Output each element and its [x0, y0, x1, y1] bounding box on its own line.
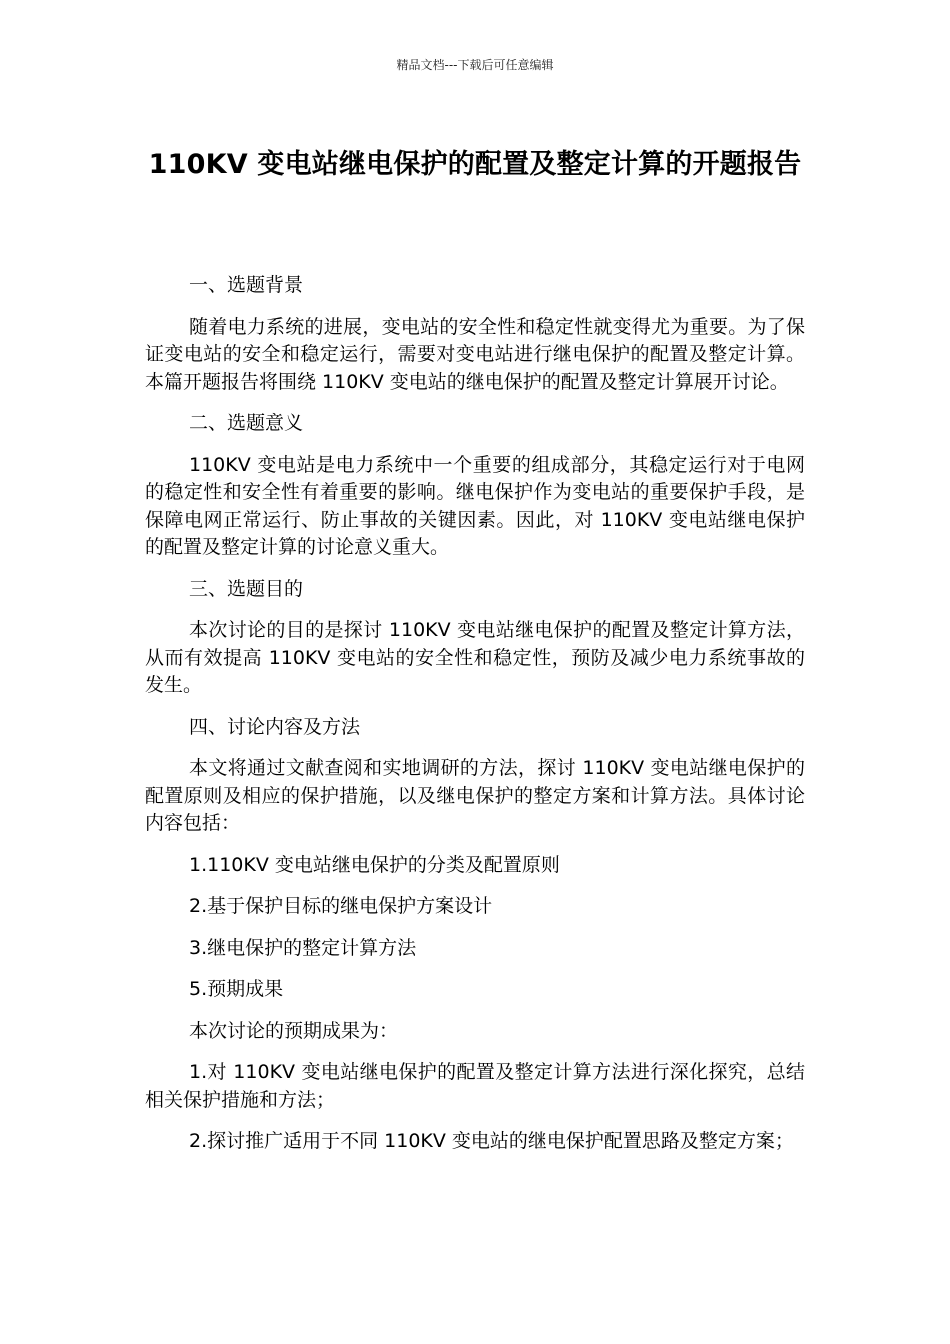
section-heading-purpose: 三、选题目的	[189, 577, 304, 600]
list-item: 1.110KV 变电站继电保护的分类及配置原则	[189, 853, 560, 876]
paragraph-purpose: 本次讨论的目的是探讨 110KV 变电站继电保护的配置及整定计算方法，从而有效提高 110KV 变电站的安全性和稳定性，预防及减少电力系统事故的发生。	[145, 619, 805, 696]
list-item: 1.对 110KV 变电站继电保护的配置及整定计算方法进行深化探究，总结相关保护措施和方法；	[145, 1061, 805, 1111]
document-body	[145, 272, 805, 1170]
section-heading-significance: 二、选题意义	[189, 412, 304, 434]
paragraph-expected-results-intro: 本次讨论的预期成果为：	[189, 1019, 399, 1042]
list-item: 2.探讨推广适用于不同 110KV 变电站的继电保护配置思路及整定方案；	[189, 1130, 794, 1152]
list-item: 2.基于保护目标的继电保护方案设计	[189, 895, 493, 917]
document-title: 110KV 变电站继电保护的配置及整定计算的开题报告	[148, 149, 802, 180]
paragraph-content-method: 本文将通过文献查阅和实地调研的方法，探讨 110KV 变电站继电保护的配置原则及相应的保护措施，以及继电保护的整定方案和计算方法。具体讨论内容包括：	[145, 757, 805, 834]
section-heading-background: 一、选题背景	[189, 274, 304, 296]
paragraph-background: 随着电力系统的进展，变电站的安全性和稳定性就变得尤为重要。为了保证变电站的安全和稳定运行，需要对变电站进行继电保护的配置及整定计算。本篇开题报告将围绕 110KV 变电站的继电保护的配置及整定计算展开讨论。	[145, 315, 805, 393]
section-heading-content-method: 四、讨论内容及方法	[189, 715, 361, 738]
section-heading-expected-results: 5.预期成果	[189, 978, 284, 1000]
paragraph-significance: 110KV 变电站是电力系统中一个重要的组成部分，其稳定运行对于电网的稳定性和安全性有着重要的影响。继电保护作为变电站的重要保护手段，是保障电网正常运行、防止事故的关键因素。因此，对 110KV 变电站继电保护的配置及整定计算的讨论意义重大。	[145, 453, 805, 558]
list-item: 3.继电保护的整定计算方法	[189, 936, 417, 959]
page-header: 精品文档---下载后可任意编辑	[396, 58, 554, 72]
